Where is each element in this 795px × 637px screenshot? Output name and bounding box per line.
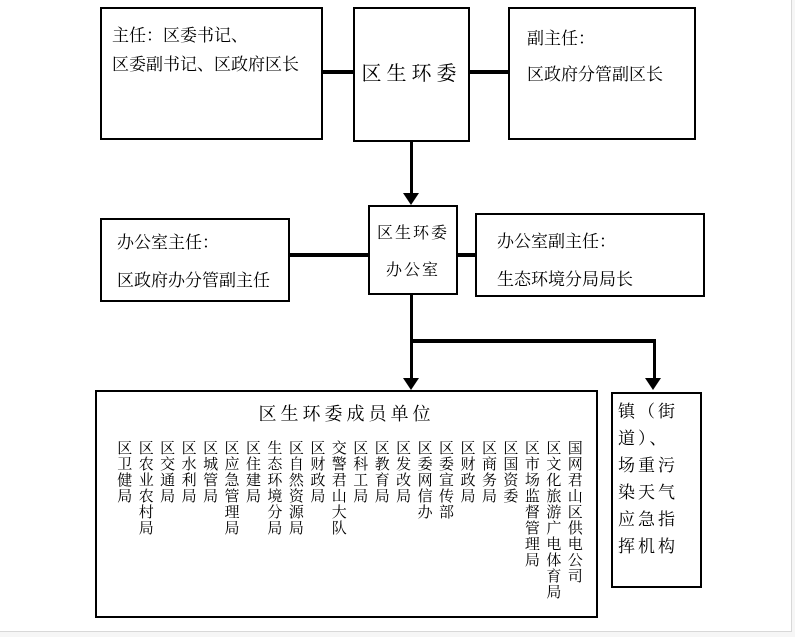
towns-emergency-box: 镇（街 道）、 场重污 染天气 应急指 挥机构 bbox=[611, 392, 702, 588]
member-unit-label: 区文化旅游广电体育局 bbox=[544, 440, 561, 600]
arrow-committee-to-office-stem bbox=[410, 142, 413, 194]
member-unit-label: 区科工局 bbox=[351, 440, 368, 504]
member-unit-label: 区国资委 bbox=[501, 440, 518, 504]
member-unit-label: 区住建局 bbox=[243, 440, 260, 504]
arrow-branch-to-towns-stem bbox=[653, 339, 656, 379]
page-edge-bottom bbox=[0, 631, 792, 632]
page-edge-bottom-fill bbox=[0, 632, 792, 637]
member-unit-label: 区水利局 bbox=[179, 440, 196, 504]
member-unit-label: 区教育局 bbox=[372, 440, 389, 504]
member-unit-label: 区委网信办 bbox=[415, 440, 432, 520]
member-unit-label: 交警君山大队 bbox=[329, 440, 346, 536]
page-edge-right bbox=[791, 0, 792, 631]
member-unit-label: 区商务局 bbox=[479, 440, 496, 504]
arrow-office-to-members-stem bbox=[410, 295, 413, 379]
member-unit-label: 生态环境分局 bbox=[265, 440, 282, 536]
office-director-box: 办公室主任： 区政府办分管副主任 bbox=[100, 218, 290, 302]
member-units-box bbox=[95, 390, 598, 618]
arrow-down-icon bbox=[403, 193, 419, 205]
member-unit-label: 区卫健局 bbox=[115, 440, 132, 504]
committee-box: 区生环委 bbox=[353, 7, 470, 142]
member-unit-label: 区市场监督管理局 bbox=[522, 440, 539, 568]
arrow-down-icon bbox=[645, 378, 661, 390]
member-unit-label: 区自然资源局 bbox=[286, 440, 303, 536]
member-unit-label: 国网君山区供电公司 bbox=[565, 440, 582, 584]
member-unit-label: 区财政局 bbox=[308, 440, 325, 504]
member-unit-label: 区交通局 bbox=[158, 440, 175, 504]
member-units-list bbox=[113, 440, 584, 600]
member-units-title: 区生环委成员单位 bbox=[258, 404, 435, 424]
member-unit-label: 区财政局 bbox=[458, 440, 475, 504]
branch-horizontal-line bbox=[410, 339, 656, 343]
connector-director-office bbox=[290, 253, 368, 257]
member-unit-label: 区农业农村局 bbox=[136, 440, 153, 536]
member-unit-label: 区城管局 bbox=[201, 440, 218, 504]
member-unit-label: 区应急管理局 bbox=[222, 440, 239, 536]
connector-office-vicedirector bbox=[458, 253, 475, 257]
connector-committee-vicechair bbox=[470, 70, 508, 74]
member-unit-label: 区发改局 bbox=[394, 440, 411, 504]
chair-box: 主任：区委书记、 区委副书记、区政府区长 bbox=[100, 7, 323, 140]
member-unit-label: 区委宣传部 bbox=[437, 440, 454, 520]
office-vice-director-box: 办公室副主任： 生态环境分局局长 bbox=[475, 213, 705, 297]
arrow-down-icon bbox=[403, 378, 419, 390]
office-box: 区生环委 办公室 bbox=[368, 205, 458, 295]
vice-chair-box: 副主任： 区政府分管副区长 bbox=[508, 7, 696, 140]
connector-chair-committee bbox=[323, 70, 353, 74]
